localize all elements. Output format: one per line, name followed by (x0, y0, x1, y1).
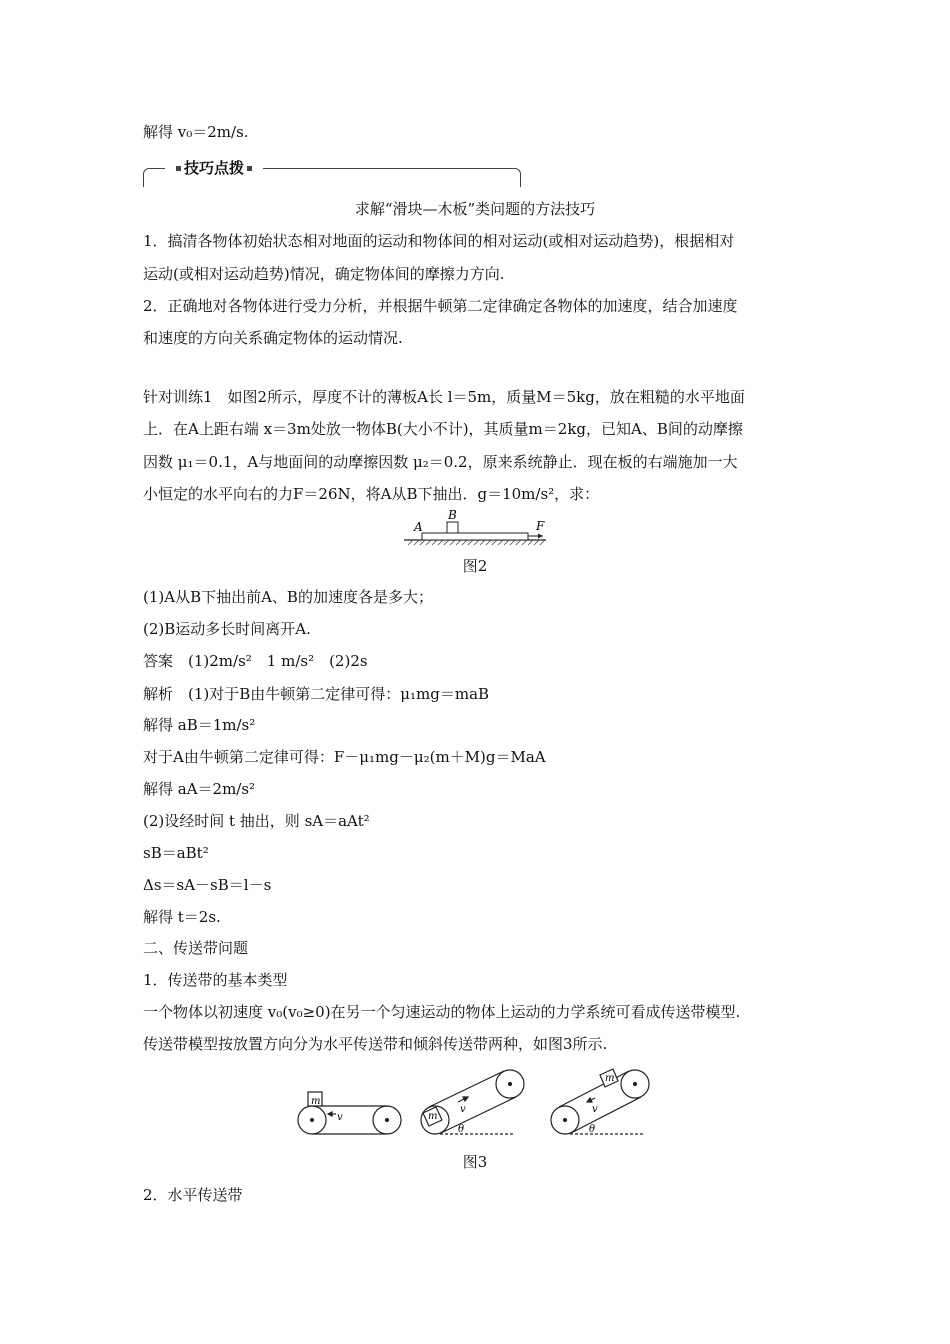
text-line: 传送带模型按放置方向分为水平传送带和倾斜传送带两种，如图3所示. (143, 1035, 608, 1053)
label-v: v (337, 1112, 343, 1123)
label-theta: θ (458, 1124, 465, 1135)
label-m: m (311, 1096, 321, 1107)
label-theta: θ (589, 1124, 596, 1135)
text-line: 运动(或相对运动趋势)情况，确定物体间的摩擦力方向. (143, 265, 505, 283)
board-a (422, 533, 528, 540)
incline-belt-up (421, 1070, 524, 1134)
tip-label (165, 158, 263, 178)
text-line: 因数 μ₁＝0.1，A与地面间的动摩擦因数 μ₂＝0.2，原来系统静止．现在板的右端施加一大 (143, 453, 738, 471)
text-line: 一个物体以初速度 v₀(v₀≥0)在另一个匀速运动的物体上运动的力学系统可看成传送带模型. (143, 1003, 741, 1021)
text-line: 2．水平传送带 (143, 1186, 243, 1204)
text-line: 解得 aA＝2m/s² (143, 780, 256, 798)
label-a: A (414, 520, 423, 534)
label-m: m (605, 1073, 615, 1084)
figure-2-caption: 图2 (462, 557, 488, 575)
text-line: 对于A由牛顿第二定律可得：F－μ₁mg－μ₂(m＋M)g＝MaA (143, 748, 546, 766)
text-line: 1．传送带的基本类型 (143, 971, 288, 989)
figure-3 (290, 1062, 660, 1142)
text-line: 2．正确地对各物体进行受力分析，并根据牛顿第二定律确定各物体的加速度，结合加速度 (143, 297, 738, 315)
text-line: 1．搞清各物体初始状态相对地面的运动和物体间的相对运动(或相对运动趋势)，根据相对 (143, 232, 735, 250)
tip-box (143, 156, 521, 186)
text-line: (2)B运动多长时间离开A. (143, 620, 311, 638)
square-icon (176, 166, 181, 171)
section-heading: 二、传送带问题 (143, 939, 249, 957)
text-line: 针对训练1 如图2所示，厚度不计的薄板A长 l＝5m，质量M＝5kg，放在粗糙的水平地面 (143, 388, 745, 406)
tip-label-text: 技巧点拨 (184, 159, 245, 177)
figure-3-caption: 图3 (462, 1153, 488, 1171)
label-f: F (536, 519, 545, 533)
text-line: sB＝aBt² (143, 844, 209, 862)
text-line: 解得 v₀＝2m/s. (143, 123, 249, 141)
incline-belt-down (551, 1069, 649, 1134)
text-line: 解析 (1)对于B由牛顿第二定律可得：μ₁mg＝maB (143, 685, 490, 703)
text-line: 答案 (1)2m/s² 1 m/s² (2)2s (143, 652, 368, 670)
figure-2 (400, 508, 550, 548)
label-b: B (448, 508, 457, 522)
square-icon (247, 166, 252, 171)
text-line: (1)A从B下抽出前A、B的加速度各是多大； (143, 588, 433, 606)
label-m: m (428, 1111, 438, 1122)
text-line: 小恒定的水平向右的力F＝26N，将A从B下抽出．g＝10m/s²，求： (143, 485, 600, 503)
text-line: 解得 aB＝1m/s² (143, 716, 256, 734)
label-v: v (592, 1104, 598, 1115)
text-line: (2)设经时间 t 抽出，则 sA＝aAt² (143, 812, 370, 830)
block-b (447, 522, 458, 533)
text-line: 解得 t＝2s. (143, 908, 221, 926)
text-line: 和速度的方向关系确定物体的运动情况. (143, 329, 403, 347)
text-line: Δs＝sA－sB＝l－s (143, 876, 272, 894)
text-line: 上．在A上距右端 x＝3m处放一物体B(大小不计)，其质量m＝2kg，已知A、B间的动摩擦 (143, 420, 743, 438)
label-v: v (460, 1104, 466, 1115)
tip-title: 求解“滑块—木板”类问题的方法技巧 (354, 200, 596, 218)
